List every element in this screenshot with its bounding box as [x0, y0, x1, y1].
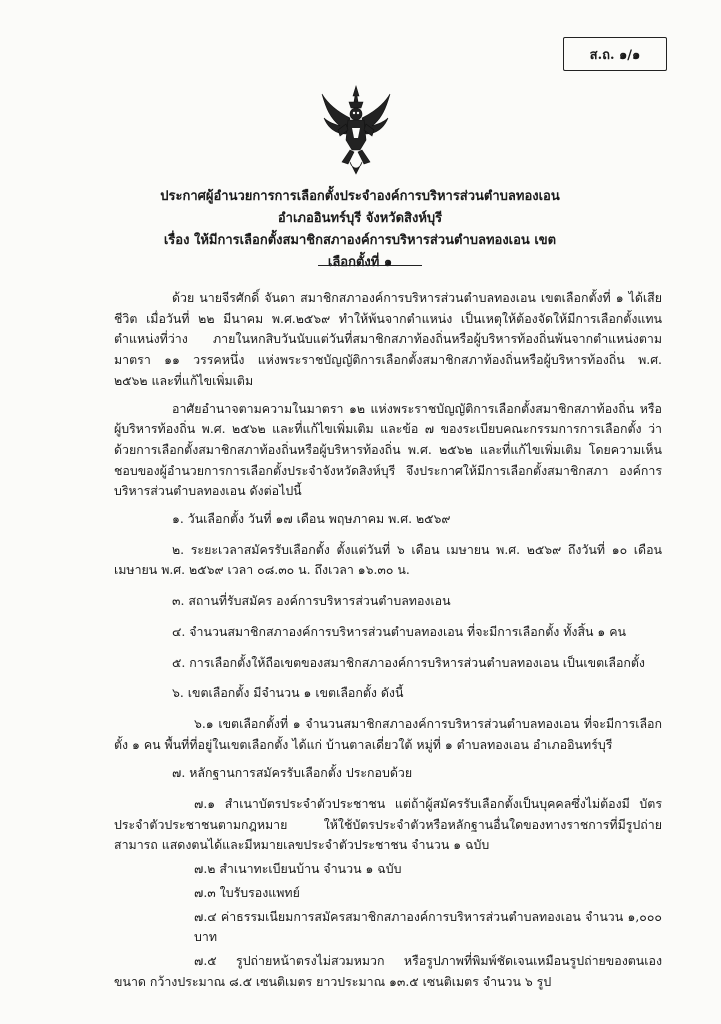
item-election-date: ๑. วันเลือกตั้ง วันที่ ๑๗ เดือน พฤษภาคม พ.ศ. ๒๕๖๙	[172, 511, 451, 527]
form-code-box	[563, 37, 667, 71]
paragraph-reason: ด้วย นายจีรศักดิ์ จันดา สมาชิกสภาองค์การบริหารส่วนตำบลทองเอน เขตเลือกตั้งที่ ๑ ได้เสียชีวิต เมื่อวันที่ ๒๒ มีนาคม พ.ศ.๒๕๖๙ ทำให้พ้นจากตำแหน่ง เป็นเหตุให้ต้องจัดให้มีการเลือกตั้งแทนตำแหน่งที่ว่าง ภายในหกสิบวันนับแต่วันที่สมาชิกสภาท้องถิ่นหรือผู้บริหารท้องถิ่นพ้นจากตำแหน่งตามมาตรา ๑๑ วรรคหนึ่ง แห่งพระราชบัญญัติการเลือกตั้งสมาชิกสภาท้องถิ่นหรือผู้บริหารท้องถิ่น พ.ศ. ๒๕๖๒ และที่แก้ไขเพิ่มเติม	[114, 290, 662, 388]
item-evidence-fee: ๗.๔ ค่าธรรมเนียมการสมัครสมาชิกสภาองค์การบริหารส่วนตำบลทองเอน จำนวน ๑,๐๐๐ บาท	[194, 908, 662, 945]
paragraph-authority: อาศัยอำนาจตามความในมาตรา ๑๒ แห่งพระราชบัญญัติการเลือกตั้งสมาชิกสภาท้องถิ่น หรือผู้บริหารท้องถิ่น พ.ศ. ๒๕๖๒ และที่แก้ไขเพิ่มเติม และข้อ ๗ ของระเบียบคณะกรรมการการเลือกตั้ง ว่าด้วยการเลือกตั้งสมาชิกสภาท้องถิ่นหรือผู้บริหารท้องถิ่น พ.ศ. ๒๕๖๒ และที่แก้ไขเพิ่มเติม โดยความเห็นชอบของผู้อำนวยการการเลือกตั้งประจำจังหวัดสิงห์บุรี จึงประกาศให้มีการเลือกตั้งสมาชิกสภา องค์การบริหารส่วนตำบลทองเอน ดังต่อไปนี้	[114, 400, 662, 499]
item-application-period: ๒. ระยะเวลาสมัครรับเลือกตั้ง ตั้งแต่วันที่ ๖ เดือน เมษายน พ.ศ. ๒๕๖๙ ถึงวันที่ ๑๐ เดือน เมษายน พ.ศ. ๒๕๖๙ เวลา ๐๘.๓๐ น. ถึงเวลา ๑๖.๓๐ น.	[114, 541, 662, 578]
item-evidence-medical-certificate: ๗.๓ ใบรับรองแพทย์	[194, 884, 300, 900]
item-constituency-basis: ๕. การเลือกตั้งให้ถือเขตของสมาชิกสภาองค์การบริหารส่วนตำบลทองเอน เป็นเขตเลือกตั้ง	[172, 654, 645, 670]
item-constituency-count: ๖. เขตเลือกตั้ง มีจำนวน ๑ เขตเลือกตั้ง ดังนี้	[172, 685, 404, 701]
header-line-1: ประกาศผู้อำนวยการการเลือกตั้งประจำองค์การบริหารส่วนตำบลทองเอน	[160, 189, 560, 204]
header-divider	[318, 265, 422, 266]
item-evidence-house-registration: ๗.๒ สำเนาทะเบียนบ้าน จำนวน ๑ ฉบับ	[194, 861, 402, 877]
announcement-header	[150, 186, 570, 274]
item-application-place: ๓. สถานที่รับสมัคร องค์การบริหารส่วนตำบลทองเอน	[172, 593, 451, 609]
announcement-body	[114, 288, 662, 995]
item-member-count: ๔. จำนวนสมาชิกสภาองค์การบริหารส่วนตำบลทองเอน ที่จะมีการเลือกตั้ง ทั้งสิ้น ๑ คน	[172, 623, 626, 639]
form-code-label: ส.ถ. ๑/๑	[589, 47, 641, 63]
item-evidence-id-card: ๗.๑ สำเนาบัตรประจำตัวประชาชน แต่ถ้าผู้สมัครรับเลือกตั้งเป็นบุคคลซึ่งไม่ต้องมี บัตรประจำตัวประชาชนตามกฎหมาย ให้ใช้บัตรประจำตัวหรือหลักฐานอื่นใดของทางราชการที่มีรูปถ่าย สามารถ แสดงตนได้และมีหมายเลขประจำตัวประชาชน จำนวน ๑ ฉบับ	[114, 796, 662, 853]
garuda-emblem-icon	[320, 84, 392, 176]
header-line-2: อำเภออินทร์บุรี จังหวัดสิงห์บุรี	[277, 211, 443, 226]
header-line-3: เรื่อง ให้มีการเลือกตั้งสมาชิกสภาองค์การบริหารส่วนตำบลทองเอน เขตเลือกตั้งที่ ๑	[163, 233, 557, 270]
item-evidence-photo: ๗.๕ รูปถ่ายหน้าตรงไม่สวมหมวก หรือรูปภาพที่พิมพ์ชัดเจนเหมือนรูปถ่ายของตนเอง ขนาด กว้างประมาณ ๘.๕ เซนติเมตร ยาวประมาณ ๑๓.๕ เซนติเมตร จำนวน ๖ รูป	[114, 952, 662, 989]
item-evidence-heading: ๗. หลักฐานการสมัครรับเลือกตั้ง ประกอบด้วย	[172, 765, 413, 781]
item-constituency-1: ๖.๑ เขตเลือกตั้งที่ ๑ จำนวนสมาชิกสภาองค์การบริหารส่วนตำบลทองเอน ที่จะมีการเลือกตั้ง ๑ คน พื้นที่ที่อยู่ในเขตเลือกตั้ง ได้แก่ บ้านตาลเดี่ยวใต้ หมู่ที่ ๑ ตำบลทองเอน อำเภออินทร์บุรี	[114, 715, 662, 752]
